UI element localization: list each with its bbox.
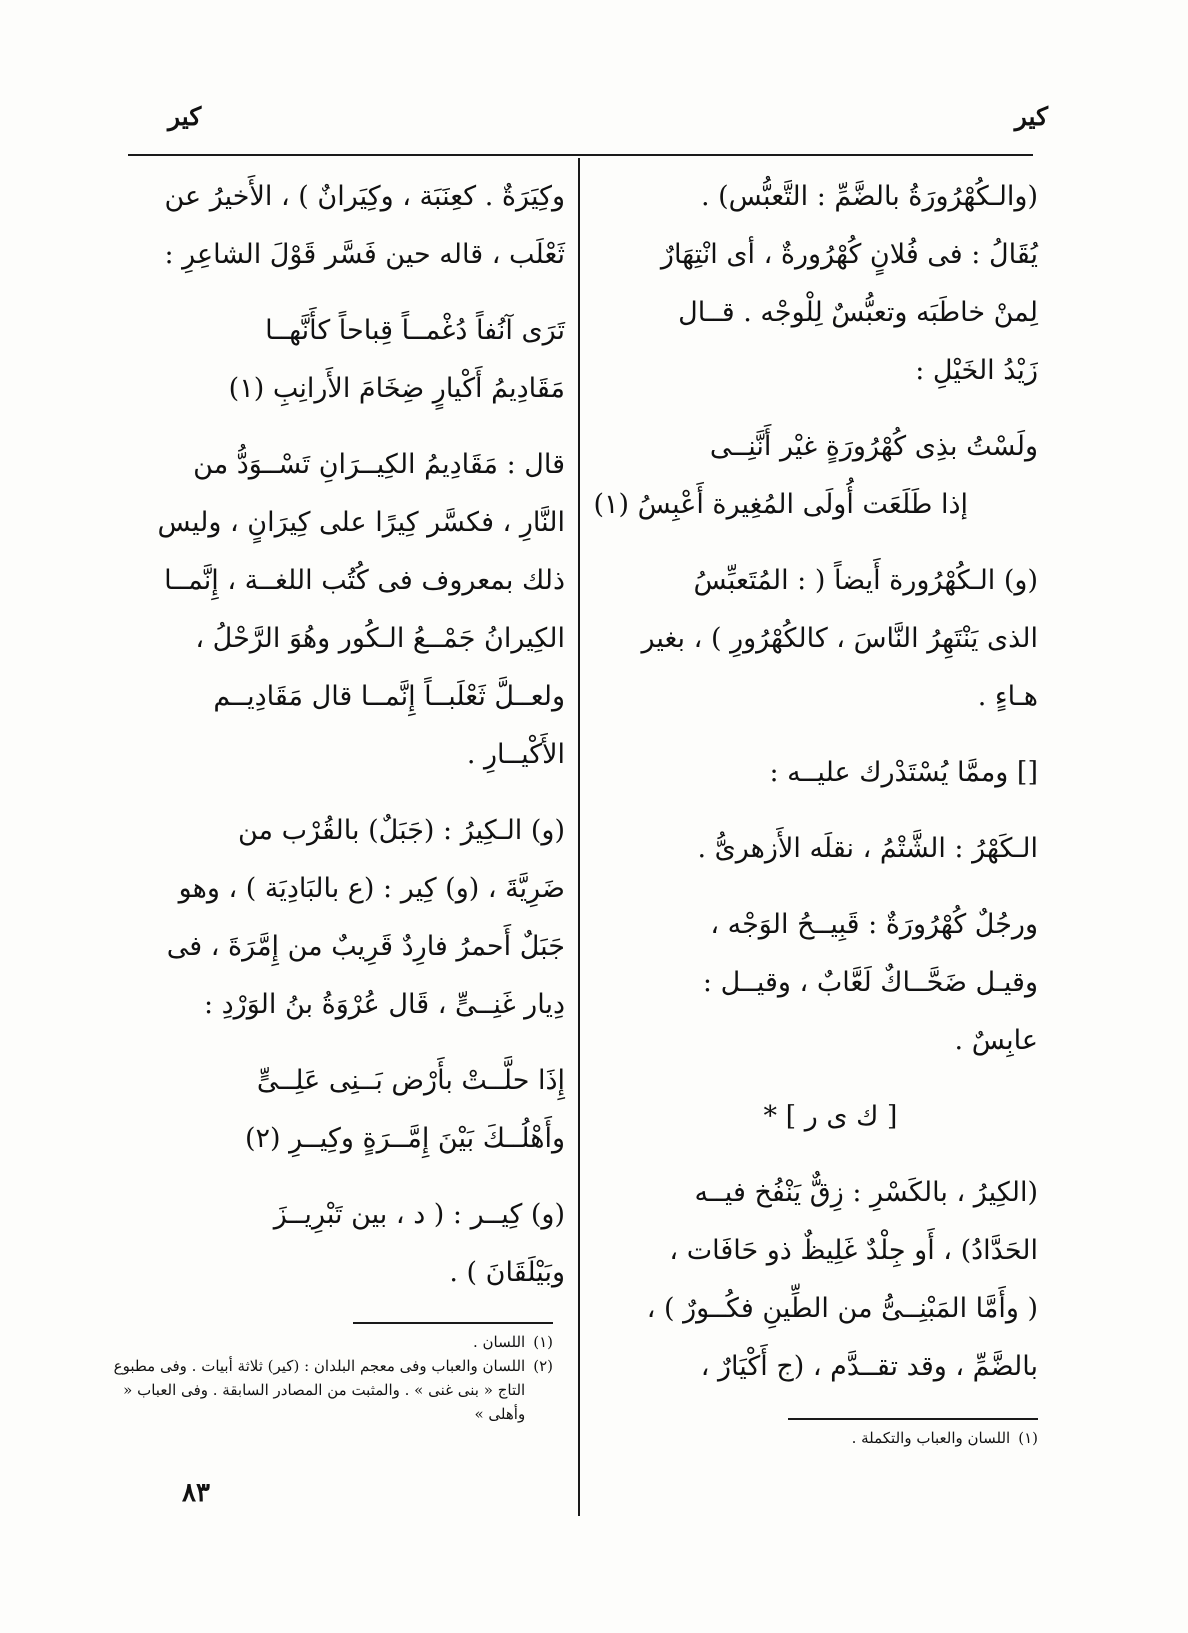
verse-line: إذا طَلَعَت أُولَى المُغِيرة أَعْبِسُ (١) [593, 489, 968, 520]
verse-line: ولَسْتُ بذِى كُهْرُورَةٍ غيْر أَنَّنِــى [709, 431, 1038, 462]
entry-kahr [623, 820, 1038, 878]
text-line: (و) الـكِيرُ : (جَبَلٌ) بالقُرْب من [237, 815, 565, 846]
header-rule [128, 154, 1033, 156]
text-line: ذلك بمعروف فى كُتُب اللغــة ، إِنَّمــا [164, 565, 565, 596]
entry-rajul-kahrura [623, 896, 1038, 1070]
right-column [593, 168, 1038, 1414]
text-line: [] وممَّا يُسْتَدْرك عليــه : [769, 757, 1038, 788]
entry-kir-mountain [125, 802, 565, 1034]
text-line: (الكِيرُ ، بالكَسْرِ : زِقٌّ يَنْفُخ فيــه [694, 1177, 1038, 1208]
text-line: وقيـل ضَحَّــاكٌ لَعَّابٌ ، وقيــل : [702, 967, 1038, 998]
verse-urwa-ibn-al-ward [125, 1052, 565, 1168]
entry-kahrura [623, 168, 1038, 400]
text-line: يُقَالُ : فى فُلانٍ كُهْرُورةٌ ، أى انْتِهَارٌ [660, 239, 1038, 270]
entry-kir [623, 1164, 1038, 1396]
text-line: جَبَلٌ أَحمرُ فارِدٌ قَرِيبٌ من إِمَّرَةَ ، فى [166, 931, 565, 962]
entry-maqadim-comment [125, 436, 565, 784]
text-line: الأَكْيــارِ . [466, 739, 565, 770]
footnote-text: اللسان والعباب وفى معجم البلدان : (كير) ثلاثة أبيات . وفى مطبوع التاج « بنى غنى » . والمثبت من المصادر السابقة . وفى العباب « وأهلى » [113, 1357, 526, 1423]
text-line: ولعــلَّ ثَعْلَبــاً إِنَّمــا قال مَقَادِيــم [213, 681, 565, 712]
text-line: وكِيَرَةٌ . كعِنَبَة ، وكِيَرانٌ ) ، الأَخيرُ عن [164, 181, 565, 212]
text-line: بالضَّمِّ ، وقد تقــدَّم ، (ج أَكْيَارٌ ، [700, 1351, 1038, 1382]
footnote [113, 1354, 553, 1426]
header-word-right: كير [1014, 102, 1048, 131]
text-line: لِمنْ خاطَبَه وتعبُّسٌ لِلْوجْه . قــال [678, 297, 1038, 328]
footnote-mark: (١) [1018, 1429, 1038, 1447]
verse-line: إِذَا حلَّــتْ بأَرْض بَــنِى عَلِــىٍّ [256, 1065, 565, 1096]
text-line: ضَرِيَّةَ ، (و) كِير : (ع بالبَادِيَة ) ، وهو [178, 873, 565, 904]
column-divider [578, 158, 580, 1516]
footnote-mark: (٢) [533, 1357, 553, 1375]
verse-line: وأَهْلُــكَ بَيْنَ إِمَّــرَةٍ وكِيــرِ (٢) [244, 1123, 565, 1154]
text-line: دِيار غَنِــىٍّ ، قَال عُرْوَةُ بنُ الوَرْدِ : [203, 989, 565, 1020]
text-line: الـكَهْرُ : الشَّتْمُ ، نقلَه الأَزهرىُّ . [697, 833, 1038, 864]
footnote-mark: (١) [533, 1333, 553, 1351]
text-line: ثَعْلَب ، قاله حين فَسَّر قَوْلَ الشاعِرِ : [164, 239, 565, 270]
entry-kir-city [125, 1186, 565, 1302]
text-line: (و) كِيــر : ( د ، بين تَبْرِيــزَ [273, 1199, 565, 1230]
page-number: ٨٣ [182, 1478, 210, 1508]
header-word-left: كير [168, 102, 202, 131]
verse-line: مَقَادِيمُ أَكْيارٍ ضِخَامَ الأَرانِبِ (١) [228, 373, 565, 404]
text-line: وبَيْلَقَانَ ) . [449, 1257, 565, 1288]
footnotes-right [623, 1426, 1038, 1450]
text-line: (و) الـكُهْرُورة أَيضاً ( : المُتَعبِّسُ [693, 565, 1038, 596]
footnote [623, 1426, 1038, 1450]
text-line: عابِسٌ . [954, 1025, 1038, 1056]
text-line: قال : مَقَادِيمُ الكِيــرَانِ تَسْــوَدُّ من [193, 449, 565, 480]
text-line: هـاءٍ . [977, 681, 1038, 712]
text-line: ( وأَمَّا المَبْنِــىُّ من الطِّينِ فكُــورٌ ) ، [646, 1293, 1038, 1324]
footnote-text: اللسان . [473, 1333, 526, 1351]
footnotes-left [113, 1330, 553, 1426]
footnote-rule-left [353, 1322, 553, 1324]
root-heading-kyr [623, 1088, 1038, 1146]
text-line: الذى يَنْتَهِرُ النَّاسَ ، كالكُهْرُورِ ) ، بغير [641, 623, 1038, 654]
footnote-text: اللسان والعباب والتكملة . [851, 1429, 1011, 1447]
verse-line: تَرَى آنُفاً دُغْمــاً قِباحاً كأَنَّهــا [265, 315, 565, 346]
footnote-rule-right [788, 1418, 1038, 1420]
left-column [125, 168, 565, 1320]
text-line: الحَدَّادُ) ، أَو جِلْدٌ غَلِيظٌ ذو حَافَات ، [669, 1235, 1038, 1266]
mustadrak-heading [623, 744, 1038, 802]
text-line: زَيْدُ الخَيْلِ : [915, 355, 1038, 386]
footnote [113, 1330, 553, 1354]
verse-zayd-al-khayl [593, 418, 1038, 534]
entry-kahrura-mutaabbis [623, 552, 1038, 726]
text-line: (والـكُهْرُورَةُ بالضَّمِّ : التَّعبُّس) . [700, 181, 1038, 212]
root-heading: [ ك ى ر ] * [763, 1101, 898, 1132]
entry-kir-plurals [125, 168, 565, 284]
text-line: الكِيرانُ جَمْــعُ الـكُور وهُوَ الرَّحْلُ ، [195, 623, 565, 654]
verse-anufan-dughman [125, 302, 565, 418]
text-line: النَّارِ ، فكسَّر كِيرًا على كِيرَانٍ ، وليس [157, 507, 565, 538]
text-line: ورجُلٌ كُهْرُورَةٌ : قَبِيــحُ الوَجْه ، [710, 909, 1038, 940]
